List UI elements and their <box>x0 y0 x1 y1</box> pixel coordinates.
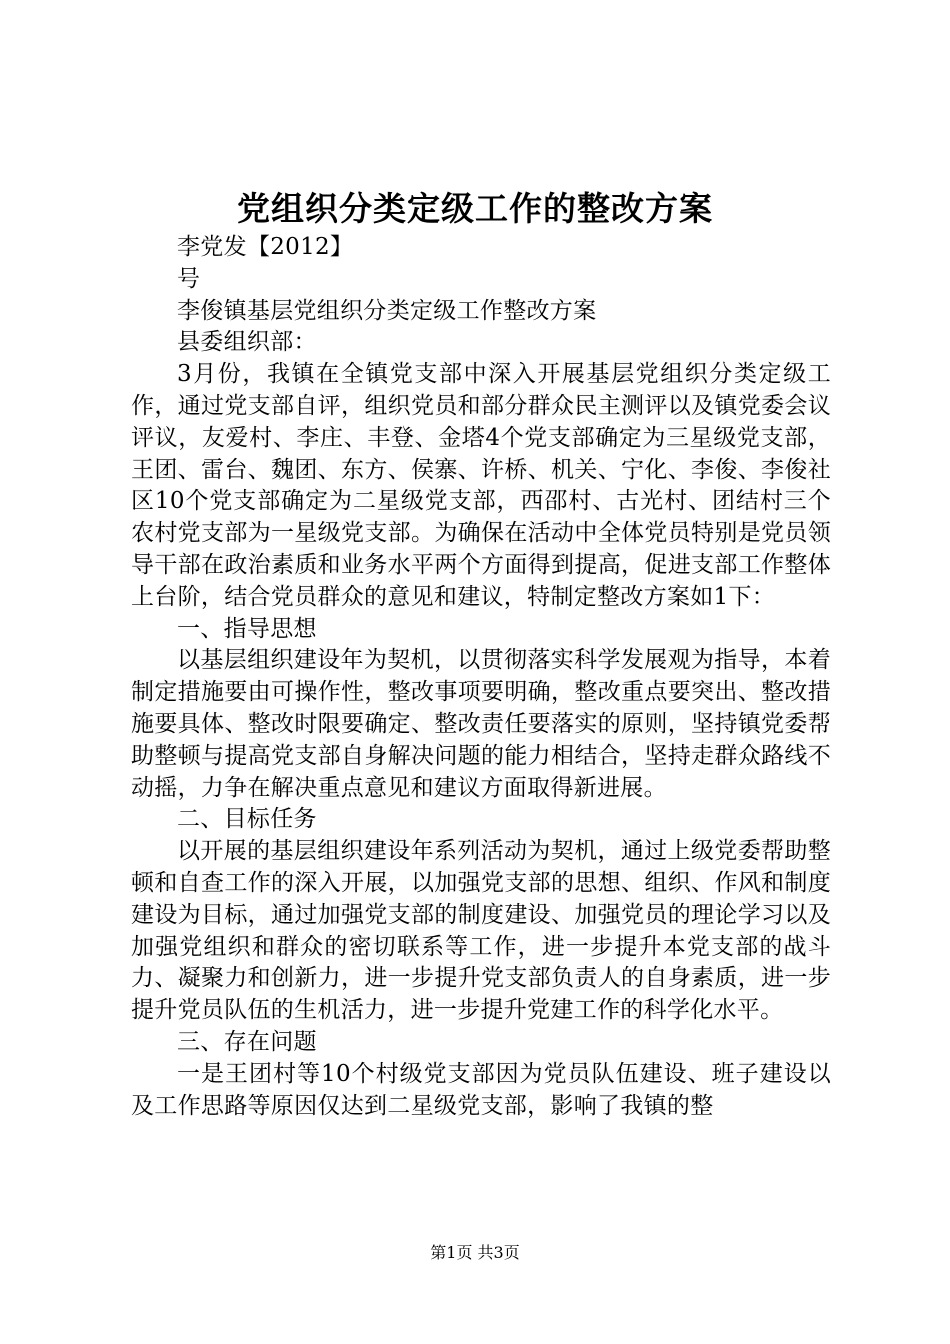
paragraph-guiding-ideology: 以基层组织建设年为契机，以贯彻落实科学发展观为指导，本着制定措施要由可操作性，整改事项要明确，整改重点要突出、整改措施要具体、整改时限要确定、整改责任要落实的原则，坚持镇党委帮助整顿与提高党支部自身解决问题的能力相结合，坚持走群众路线不动摇，力争在解决重点意见和建议方面取得新进展。 <box>131 647 831 801</box>
paragraph-goals: 以开展的基层组织建设年系列活动为契机，通过上级党委帮助整顿和自查工作的深入开展，以加强党支部的思想、组织、作风和制度建设为目标，通过加强党支部的制度建设、加强党员的理论学习以及加强党组织和群众的密切联系等工作，进一步提升本党支部的战斗力、凝聚力和创新力，进一步提升党支部负责人的自身素质，进一步提升党员队伍的生机活力，进一步提升党建工作的科学化水平。 <box>131 838 831 1024</box>
page-number-footer: 第1页 共3页 <box>430 1243 520 1262</box>
paragraph-problems: 一是王团村等10个村级党支部因为党员队伍建设、班子建设以及工作思路等原因仅达到二星级党支部，影响了我镇的整 <box>131 1060 831 1119</box>
document-addressee: 县委组织部： <box>177 329 317 356</box>
document-subtitle: 李俊镇基层党组织分类定级工作整改方案 <box>177 297 597 324</box>
document-title: 党组织分类定级工作的整改方案 <box>237 189 713 228</box>
section-heading-goals: 二、目标任务 <box>177 806 317 833</box>
paragraph-introduction: 3月份，我镇在全镇党支部中深入开展基层党组织分类定级工作，通过党支部自评，组织党员和部分群众民主测评以及镇党委会议评议，友爱村、李庄、丰登、金塔4个党支部确定为三星级党支部，王团、雷台、魏团、东方、侯寨、许桥、机关、宁化、李俊、李俊社区10个党支部确定为二星级党支部，西邵村、古光村、团结村三个农村党支部为一星级党支部。为确保在活动中全体党员特别是党员领导干部在政治素质和业务水平两个方面得到提高，促进支部工作整体上台阶，结合党员群众的意见和建议，特制定整改方案如1下： <box>131 361 831 610</box>
section-heading-problems: 三、存在问题 <box>177 1028 317 1055</box>
document-number-suffix: 号 <box>177 265 201 292</box>
document-body <box>131 232 831 1122</box>
document-number-line: 李党发【2012】 <box>177 234 354 260</box>
section-heading-guiding-ideology: 一、指导思想 <box>177 615 317 642</box>
